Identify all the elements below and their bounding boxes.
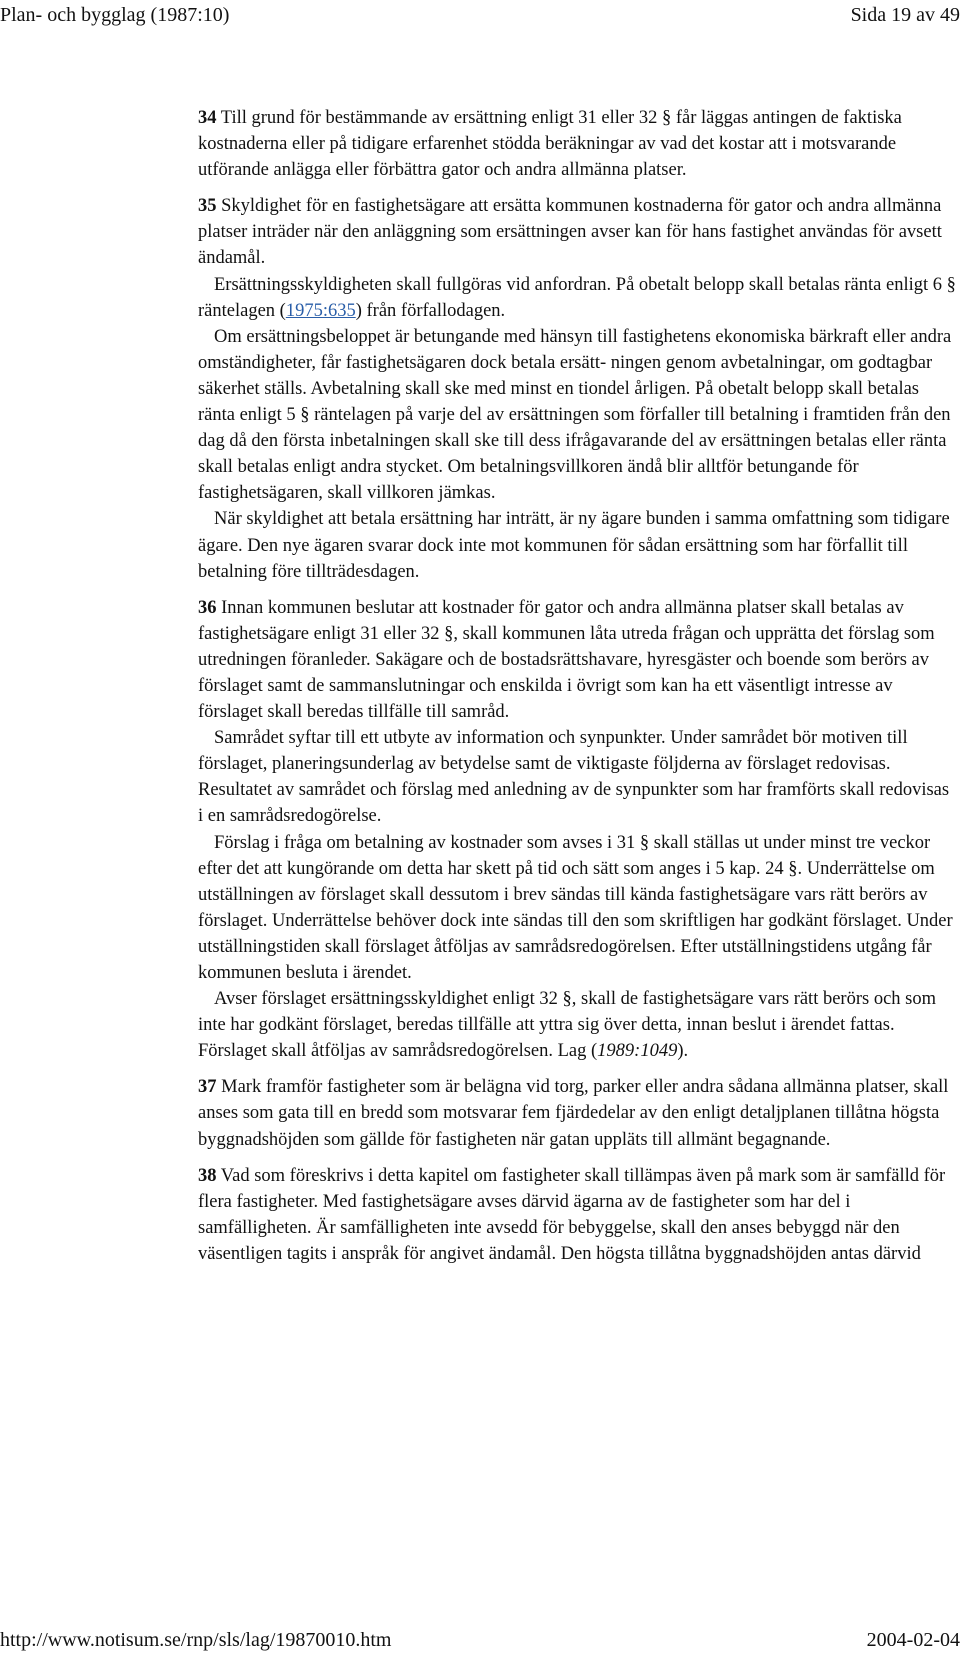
document-body (198, 105, 958, 1277)
document-title: Plan- och bygglag (1987:10) (0, 4, 230, 26)
section-36-paragraph-1 (198, 595, 958, 725)
law-reference: 1989:1049 (597, 1041, 678, 1062)
section-38-paragraph-1 (198, 1163, 958, 1267)
section-36-paragraph-4 (198, 986, 958, 1064)
section-text: Till grund för bestämmande av ersättning enligt 31 eller 32 § får läggas antingen de faktiska kostnaderna eller på tidigare erfarenhet stödda beräkningar av vad det kostar att i motsvarande utförande anlägga eller förbättra gator och andra allmänna platser. (198, 108, 902, 181)
section-36-paragraph-2: Samrådet syftar till ett utbyte av information och synpunkter. Under samrådet bör motiven till förslaget, planeringsunderlag av betydelse samt de viktigaste följderna av förslaget redovisas. Resultatet av samrådet och förslag med anledning av de synpunkter som har framförts skall redovisas i en samrådsredogörelse. (198, 728, 950, 827)
section-37 (198, 1074, 958, 1152)
page-footer (0, 1626, 960, 1654)
section-number: 37 (198, 1077, 217, 1098)
section-text: Avser förslaget ersättningsskyldighet enligt 32 §, skall de fastighetsägare vars rätt berörs och som inte har godkänt förslaget, beredas tillfälle att yttra sig över detta, innan beslut i ärendet fattas. Förslaget skall åtföljas av samrådsredogörelsen. Lag ( (198, 989, 936, 1062)
page-number: Sida 19 av 49 (850, 4, 960, 26)
section-number: 34 (198, 108, 217, 128)
section-text: Skyldighet för en fastighetsägare att ersätta kommunen kostnaderna för gator och andra allmänna platser inträder när den anläggning som ersättningen avser kan för hans fastighet användas för avsett ändamål. (198, 196, 942, 269)
section-35-paragraph-2 (198, 272, 958, 324)
section-number: 38 (198, 1165, 217, 1186)
section-34 (198, 105, 958, 183)
section-38 (198, 1163, 958, 1267)
section-text: Vad som föreskrivs i detta kapitel om fastigheter skall tillämpas även på mark som är samfälld för flera fastigheter. Med fastighetsägare avses därvid ägarna av de fastigheter som har del i samfälligheten. Är samfälligheten inte avsedd för bebyggelse, skall den anses bebyggd när den väsentligen tagits i anspråk för angivet ändamål. Den högsta tillåtna byggnadshöjden antas därvid (198, 1165, 946, 1264)
section-text: Ersättningsskyldigheten skall fullgöras vid anfordran. På obetalt belopp skall betalas ränta enligt 6 § räntelagen ( (198, 274, 956, 321)
page-header (0, 0, 960, 30)
source-url: http://www.notisum.se/rnp/sls/lag/19870010.htm (0, 1629, 392, 1651)
print-date: 2004-02-04 (866, 1629, 960, 1651)
section-35-paragraph-4: När skyldighet att betala ersättning har inträtt, är ny ägare bunden i samma omfattning som tidigare ägare. Den nye ägaren svarar dock inte mot kommunen för sådan ersättning som har förfallit till betalning före tillträdesdagen. (198, 509, 950, 582)
section-text: Innan kommunen beslutar att kostnader för gator och andra allmänna platser skall betalas av fastighetsägare enligt 31 eller 32 §, skall kommunen låta utreda frågan och upprätta det förslag som utredningen föranleder. Sakägare och de bostadsrättshavare, hyresgäster och boende som berörs av förslaget samt de sammanslutningar och enskilda i övrigt som kan ha ett väsentligt intresse av förslaget skall beredas tillfälle till samråd. (198, 597, 935, 723)
law-reference-link[interactable]: 1975:635 (285, 300, 356, 321)
section-35 (198, 193, 958, 584)
section-text: Mark framför fastigheter som är belägna vid torg, parker eller andra sådana allmänna platser, skall anses som gata till en bredd som motsvarar fem fjärdedelar av den enligt detaljplanen tillåtna högsta byggnadshöjden som gällde för fastigheten när gatan uppläts till allmänt begagnande. (198, 1077, 949, 1150)
section-34-paragraph-1 (198, 105, 958, 183)
section-number: 35 (198, 196, 217, 217)
section-37-paragraph-1 (198, 1074, 958, 1152)
section-number: 36 (198, 597, 217, 618)
section-text: ). (677, 1041, 689, 1062)
section-35-paragraph-3: Om ersättningsbeloppet är betungande med hänsyn till fastighetens ekonomiska bärkraft eller andra omständigheter, får fastighetsägaren dock betala ersätt- ningen genom avbetalningar, om godtagbar säkerhet ställs. Avbetalning skall ske med minst en tiondel årligen. På obetalt belopp skall betalas ränta enligt 5 § räntelagen på varje del av ersättningen som förfaller till betalning i framtiden från den dag då den första inbetalningen skall ske till dess ifrågavarande del av ersättningen betalas eller ränta skall betalas enligt andra stycket. Om betalningsvillkoren ändå blir alltför betungande för fastighetsägaren, skall villkoren jämkas. (198, 326, 952, 504)
section-36 (198, 595, 958, 1065)
section-36-paragraph-3: Förslag i fråga om betalning av kostnader som avses i 31 § skall ställas ut under minst tre veckor efter det att kungörande om detta har skett på tid och sätt som anges i 5 kap. 24 §. Underrättelse om utställningen av förslaget skall dessutom i brev sändas till kända fastighetsägare vars rätt berörs av förslaget. Underrättelse behöver dock inte sändas till den som skriftligen har godkänt förslaget. Under utställningstiden skall förslaget åtföljas av samrådsredogörelsen. Efter utställningstidens utgång får kommunen besluta i ärendet. (198, 832, 953, 983)
section-35-paragraph-1 (198, 193, 958, 271)
section-text: ) från förfallodagen. (355, 300, 506, 321)
